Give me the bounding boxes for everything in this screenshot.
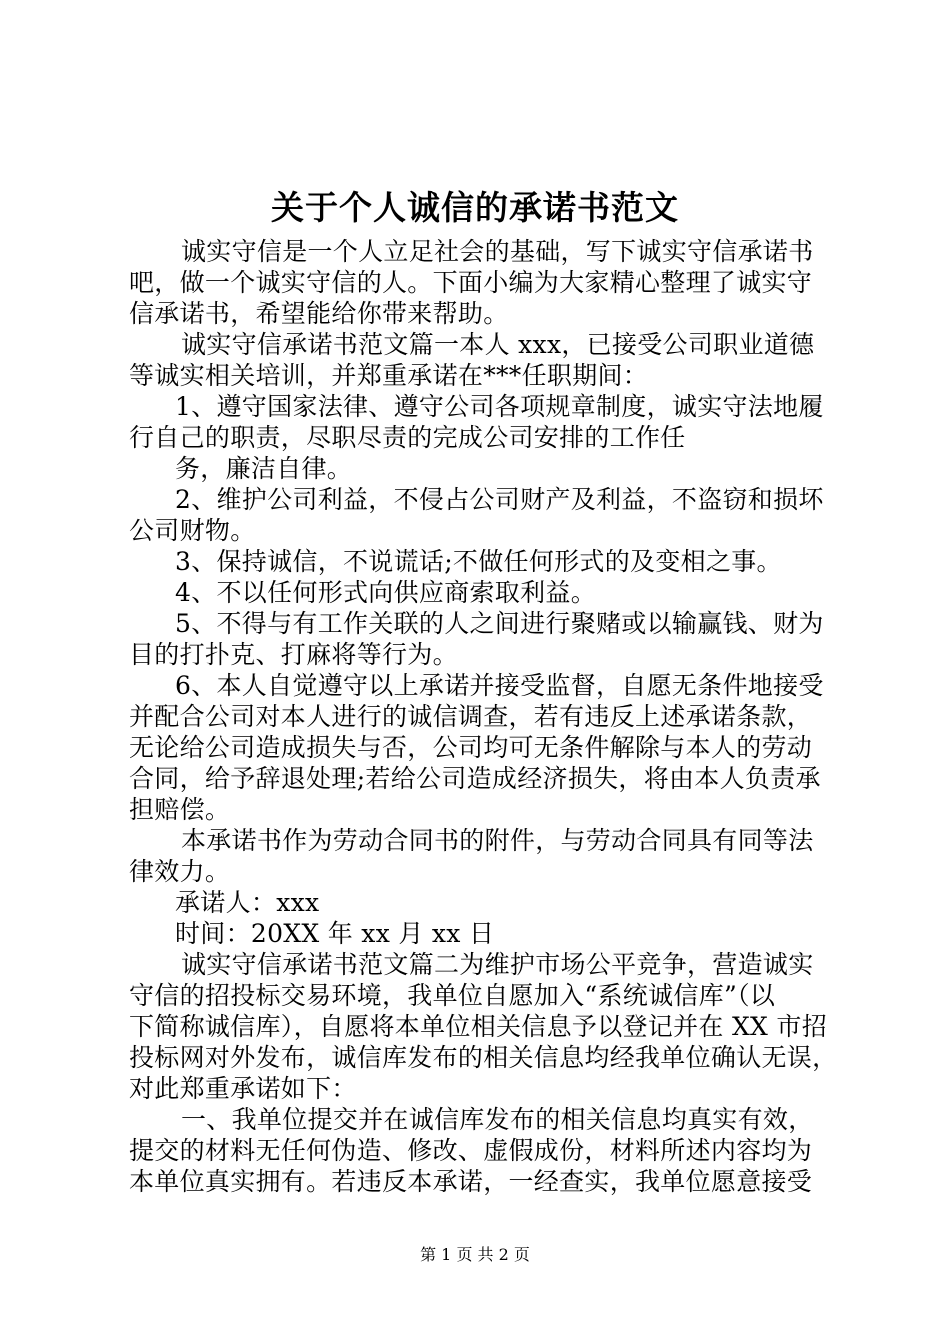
page-footer: 第 1 页 共 2 页: [420, 1245, 530, 1264]
body-line: 务，廉洁自律。: [175, 454, 353, 483]
body-line: 合同，给予辞退处理;若给公司造成经济损失，将由本人负责承: [129, 764, 821, 793]
body-line: 提交的材料无任何伪造、修改、虚假成份，材料所述内容均为: [129, 1136, 813, 1165]
body-line: 行自己的职责，尽职尽责的完成公司安排的工作任: [129, 423, 686, 452]
body-line: 5、不得与有工作关联的人之间进行聚赌或以输赢钱、财为: [175, 609, 824, 638]
body-line: 对此郑重承诺如下：: [129, 1074, 357, 1103]
body-line: 律效力。: [129, 857, 231, 886]
body-line: 并配合公司对本人进行的诚信调查，若有违反上述承诺条款，: [129, 702, 813, 731]
body-line: 担赔偿。: [129, 795, 231, 824]
body-line: 无论给公司造成损失与否，公司均可无条件解除与本人的劳动: [129, 733, 813, 762]
body-line: 4、不以任何形式向供应商索取利益。: [175, 578, 597, 607]
body-line: 诚实守信是一个人立足社会的基础，写下诚实守信承诺书: [181, 237, 814, 266]
body-line: 承诺人：xxx: [175, 888, 320, 917]
body-line: 投标网对外发布，诚信库发布的相关信息均经我单位确认无误，: [129, 1043, 838, 1072]
body-line: 目的打扑克、打麻将等行为。: [129, 640, 458, 669]
body-line: 诚实守信承诺书范文篇一本人 xxx，已接受公司职业道德: [181, 330, 815, 359]
body-line: 本单位真实拥有。若违反本承诺，一经查实，我单位愿意接受: [129, 1167, 813, 1196]
body-line: 公司财物。: [129, 516, 256, 545]
body-line: 信承诺书，希望能给你带来帮助。: [129, 299, 509, 328]
body-line: 诚实守信承诺书范文篇二为维护市场公平竞争，营造诚实: [181, 950, 814, 979]
body-line: 6、本人自觉遵守以上承诺并接受监督，自愿无条件地接受: [175, 671, 824, 700]
body-line: 时间：20XX 年 xx 月 xx 日: [175, 919, 495, 948]
body-line: 下简称诚信库），自愿将本单位相关信息予以登记并在 XX 市招: [129, 1012, 827, 1041]
body-line: 等诚实相关培训，并郑重承诺在***任职期间：: [129, 361, 649, 390]
body-line: 1、遵守国家法律、遵守公司各项规章制度，诚实守法地履: [175, 392, 824, 421]
body-line: 本承诺书作为劳动合同书的附件，与劳动合同具有同等法: [181, 826, 814, 855]
body-line: 2、维护公司利益，不侵占公司财产及利益，不盗窃和损坏: [175, 485, 824, 514]
body-line: 吧，做一个诚实守信的人。下面小编为大家精心整理了诚实守: [129, 268, 813, 297]
body-line: 守信的招投标交易环境，我单位自愿加入“系统诚信库”（以: [129, 981, 776, 1010]
body-line: 3、保持诚信，不说谎话;不做任何形式的及变相之事。: [175, 547, 782, 576]
body-line: 一、我单位提交并在诚信库发布的相关信息均真实有效，: [181, 1105, 814, 1134]
document-title: 关于个人诚信的承诺书范文: [271, 188, 679, 227]
document-body: [129, 236, 838, 1197]
